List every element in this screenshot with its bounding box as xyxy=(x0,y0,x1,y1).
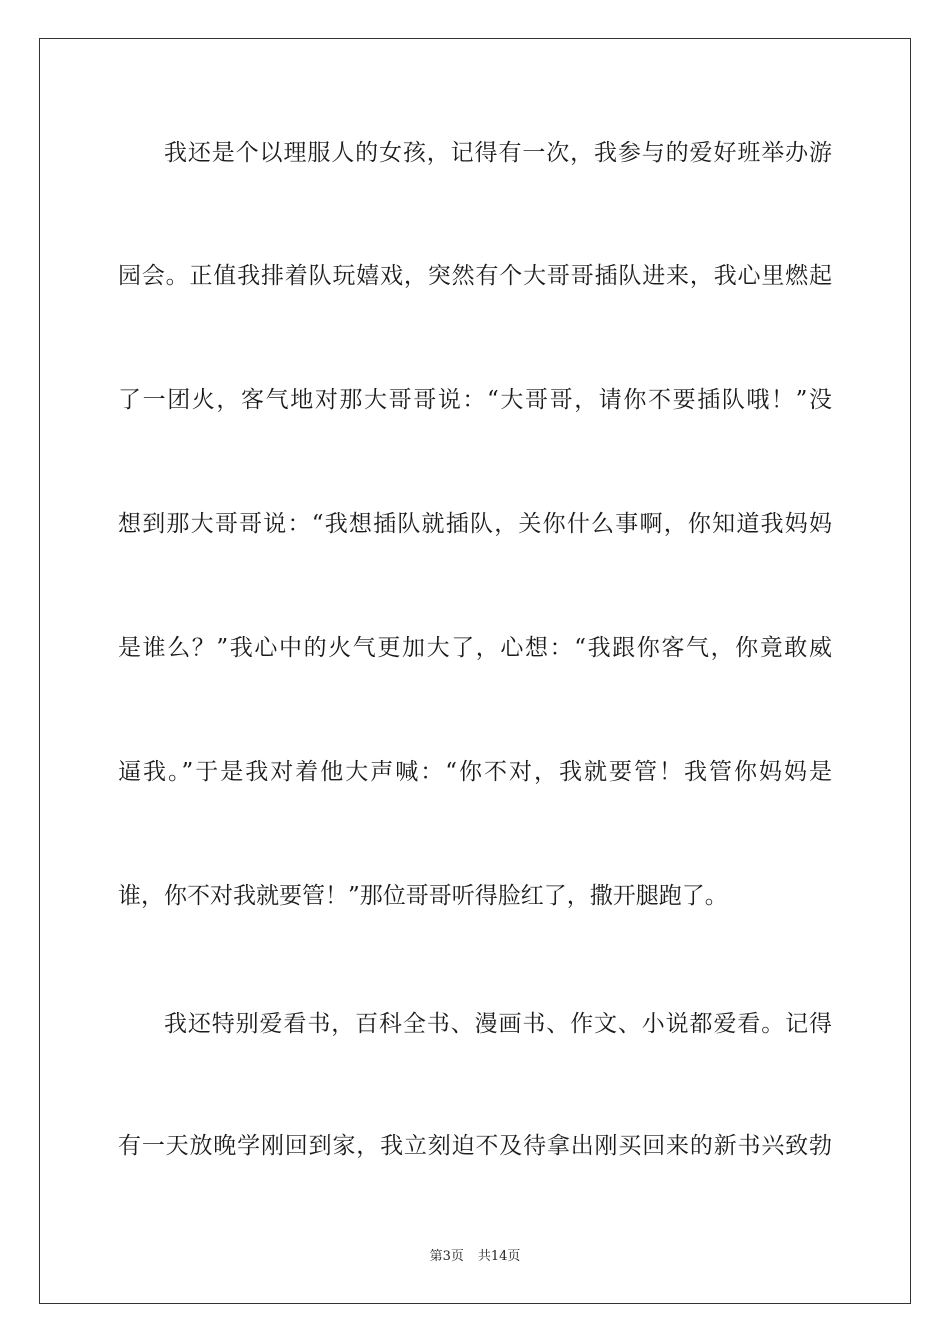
paragraph-1-line-5: 是谁么？”我心中的火气更加大了，心想：“我跟你客气，你竟敢威 xyxy=(118,635,832,661)
paragraph-1-line-3: 了一团火，客气地对那大哥哥说：“大哥哥，请你不要插队哦！”没 xyxy=(118,387,832,413)
paragraph-1-line-2: 园会。正值我排着队玩嬉戏，突然有个大哥哥插队进来，我心里燃起 xyxy=(118,263,832,289)
paragraph-1-line-1: 我还是个以理服人的女孩，记得有一次，我参与的爱好班举办游 xyxy=(164,140,832,166)
paragraph-1-line-7: 谁，你不对我就要管！”那位哥哥听得脸红了，撒开腿跑了。 xyxy=(118,883,728,909)
paragraph-1-line-6: 逼我。”于是我对着他大声喊：“你不对，我就要管！我管你妈妈是 xyxy=(118,759,832,785)
page-total: 共14页 xyxy=(477,1249,521,1264)
page-number: 第3页 xyxy=(429,1249,464,1264)
paragraph-1-line-4: 想到那大哥哥说：“我想插队就插队，关你什么事啊，你知道我妈妈 xyxy=(118,511,832,537)
paragraph-2-line-2: 有一天放晚学刚回到家，我立刻迫不及待拿出刚买回来的新书兴致勃 xyxy=(118,1133,832,1159)
page-footer xyxy=(0,1248,950,1266)
paragraph-2-line-1: 我还特别爱看书，百科全书、漫画书、作文、小说都爱看。记得 xyxy=(164,1011,832,1037)
page-border xyxy=(39,38,911,1304)
